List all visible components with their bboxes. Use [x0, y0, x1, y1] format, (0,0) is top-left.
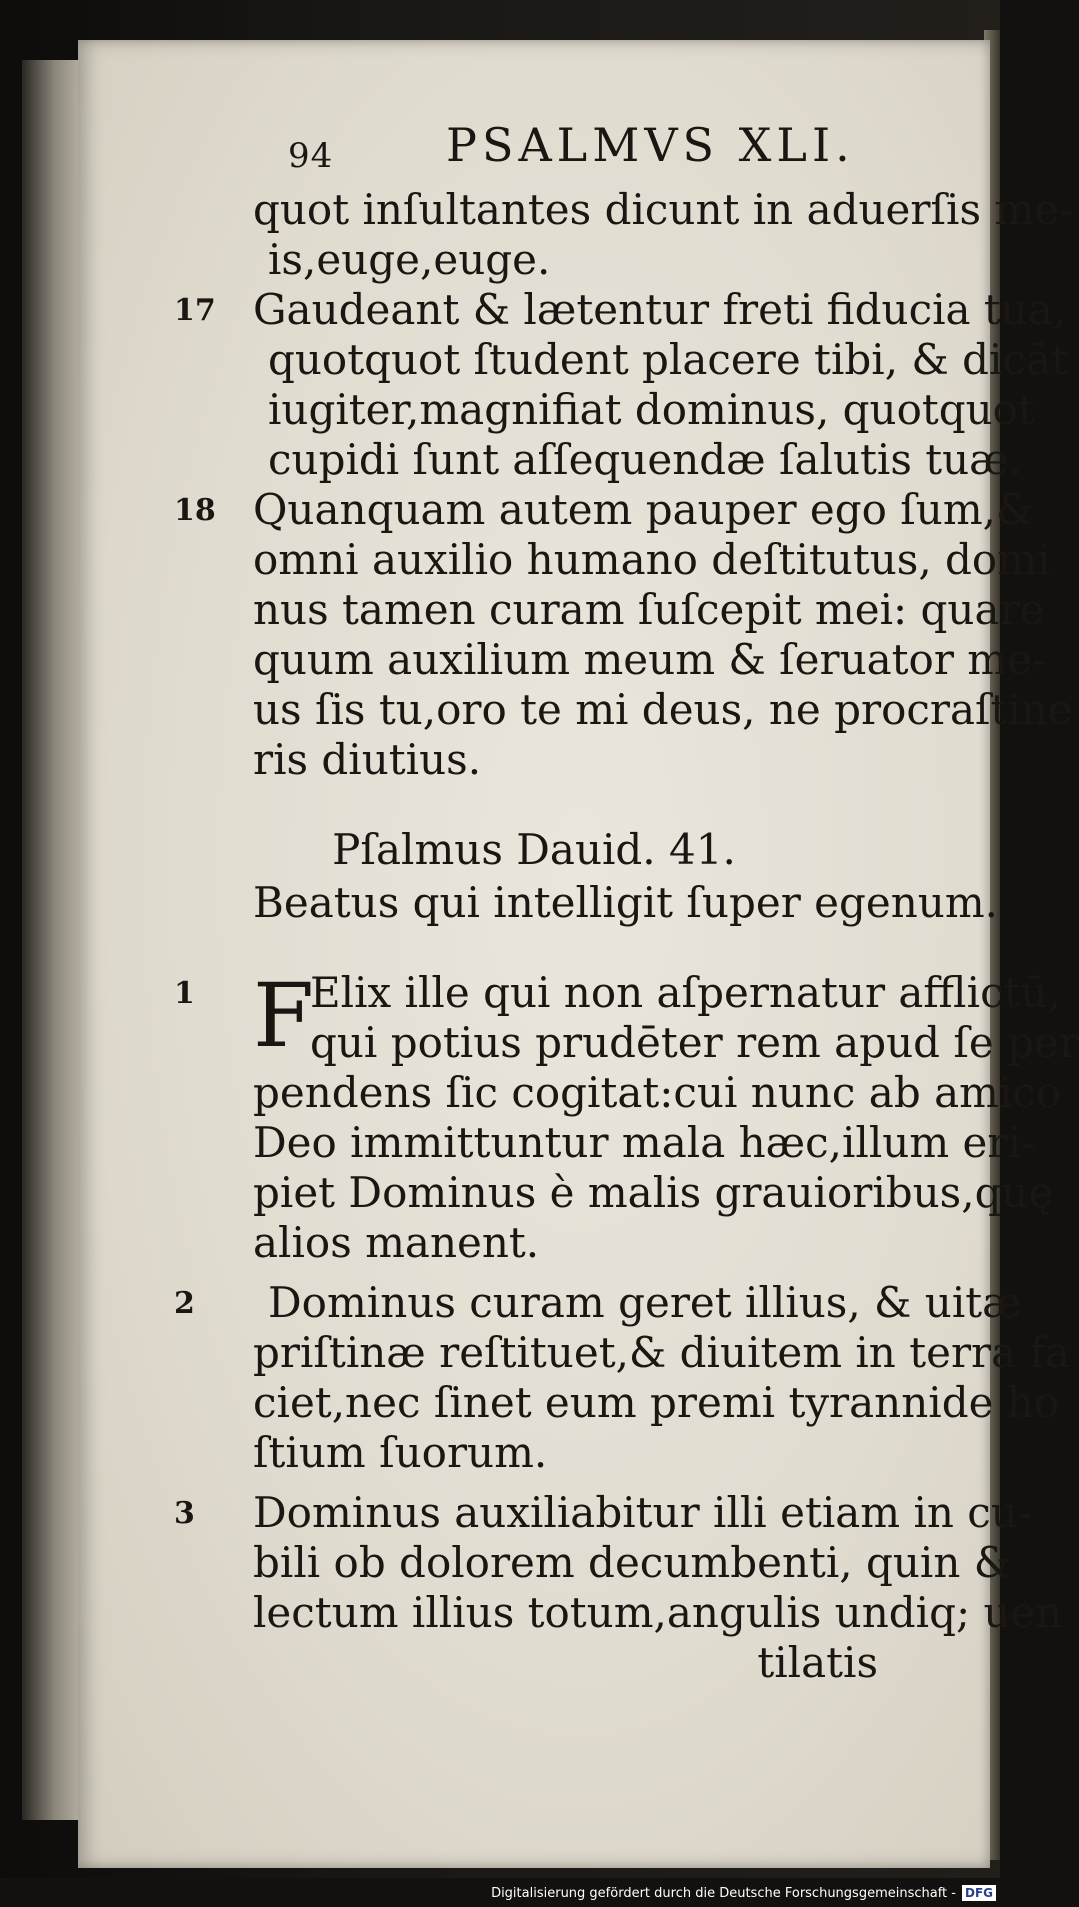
text-line [78, 1068, 1062, 1118]
line-text: is,euge,euge. [268, 235, 551, 284]
page-number: 94 [288, 136, 334, 176]
text-line [78, 1118, 1036, 1168]
verse-number: 18 [174, 493, 216, 528]
line-text: qui potius prudēter rem apud ſe per [310, 1018, 1079, 1067]
line-text: nus tamen curam ſuſcepit mei: quare [253, 585, 1045, 634]
line-text: Elix ille qui non aſpernatur afflictū, [310, 968, 1061, 1017]
line-text: cupidi ſunt aſſequendæ ſalutis tuæ. [268, 435, 1023, 484]
text-line [78, 235, 990, 285]
drop-cap: F [253, 964, 315, 1067]
text-line [78, 1168, 1054, 1218]
text-line [78, 385, 1035, 435]
text-line [78, 585, 1045, 635]
psalm-title: Pſalmus Dauid. 41. [332, 825, 736, 874]
text-line [78, 1278, 1022, 1328]
text-line [78, 435, 1023, 485]
line-text: Dominus auxiliabitur illi etiam in cu- [253, 1488, 1033, 1537]
running-head [78, 118, 990, 188]
text-line [78, 685, 1073, 735]
line-text: iugiter,magnifiat dominus, quotquot [268, 385, 1035, 434]
catchword-line [78, 1638, 990, 1688]
line-text: Deo immittuntur mala hæc,illum eri- [253, 1118, 1036, 1167]
verse-number: 17 [174, 293, 216, 328]
credit-text: Digitalisierung gefördert durch die Deutsche Forschungsgemeinschaft - [491, 1885, 956, 1901]
page-gutter-shadow [22, 60, 82, 1820]
line-text: Quanquam autem pauper ego ſum,& [253, 485, 1034, 534]
text-line [78, 535, 1051, 585]
text-line [78, 1488, 1033, 1538]
line-text: us ſis tu,oro te mi deus, ne procraſtine [253, 685, 1073, 734]
line-text: lectum illius totum,angulis undiq; uen [253, 1588, 1063, 1637]
text-line [78, 1218, 990, 1268]
line-text: alios manent. [253, 1218, 540, 1267]
verse-number: 1 [174, 976, 195, 1011]
line-text: omni auxilio humano deſtitutus, domi [253, 535, 1051, 584]
line-text: quum auxilium meum & ſeruator me- [253, 635, 1047, 684]
text-line [78, 1378, 1060, 1428]
catchword: tilatis [757, 1638, 878, 1687]
psalm-incipit-line [78, 878, 999, 928]
line-text: quot inſultantes dicunt in aduerſis me- [253, 185, 1074, 234]
line-text: piet Dominus è malis grauioribus,quę [253, 1168, 1054, 1217]
text-line [78, 1428, 990, 1478]
text-line [78, 735, 990, 785]
line-text: ciet,nec ſinet eum premi tyrannide ho [253, 1378, 1060, 1427]
line-text: ſtium ſuorum. [253, 1428, 548, 1477]
running-title: PSALMVS XLI. [446, 118, 855, 172]
text-line [78, 635, 1047, 685]
text-line [78, 285, 1067, 335]
dfg-logo: DFG [962, 1885, 996, 1901]
text-line [78, 335, 1068, 385]
line-text: Gaudeant & lætentur freti fiducia tua, [253, 285, 1067, 334]
text-line [78, 1588, 1063, 1638]
text-line [78, 1538, 1012, 1588]
line-text: quotquot ſtudent placere tibi, & dicāt [268, 335, 1068, 384]
line-text: Dominus curam geret illius, & uitæ [268, 1278, 1022, 1327]
line-text: bili ob dolorem decumbenti, quin & [253, 1538, 1012, 1587]
text-line [78, 1328, 1071, 1378]
line-text: priſtinæ reſtituet,& diuitem in terra fa [253, 1328, 1071, 1377]
verse-one [78, 964, 1079, 1068]
book-page [78, 40, 1079, 1868]
line-text: ris diutius. [253, 735, 482, 784]
psalm-incipit: Beatus qui intelligit ſuper egenum. [253, 878, 999, 927]
text-line [78, 485, 1034, 535]
text-line [78, 185, 1074, 235]
line-text: pendens ſic cogitat:cui nunc ab amico [253, 1068, 1062, 1117]
verse-number: 2 [174, 1286, 195, 1321]
digitization-credit [491, 1883, 996, 1903]
verse-number: 3 [174, 1496, 195, 1531]
